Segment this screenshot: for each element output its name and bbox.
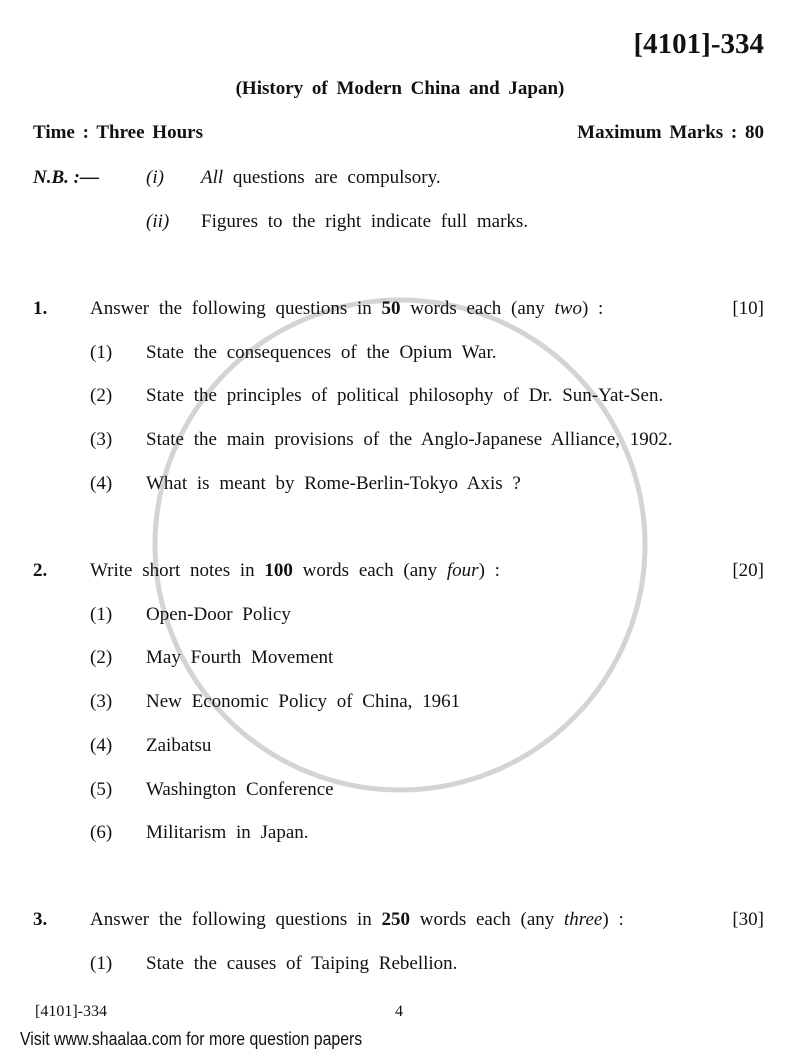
subject-title: (History of Modern China and Japan) — [235, 78, 565, 99]
item-number: (5) — [90, 779, 113, 800]
item-text: New Economic Policy of China, 1961 — [146, 691, 461, 712]
item-text: Washington Conference — [146, 779, 334, 800]
question-word-count: 250 — [381, 909, 411, 930]
paper-code: [4101]-334 — [633, 28, 764, 60]
nb-label: N.B. :— — [33, 167, 99, 188]
item-text: Zaibatsu — [146, 735, 212, 756]
item-text: Militarism in Japan. — [146, 822, 309, 843]
item-text: State the causes of Taiping Rebellion. — [146, 953, 458, 974]
question-marks: [20] — [732, 560, 764, 581]
question-post: ) : — [581, 298, 604, 319]
question-text — [90, 561, 500, 580]
question-pre: Answer the following questions in — [90, 909, 372, 930]
question-text — [90, 299, 603, 318]
item-number: (2) — [90, 647, 113, 668]
nb-note-text: questions are compulsory. — [232, 167, 441, 188]
item-number: (3) — [90, 691, 113, 712]
max-marks: Maximum Marks : 80 — [577, 122, 764, 143]
question-pre: Write short notes in — [90, 560, 255, 581]
question-post: ) : — [602, 909, 624, 930]
nb-note-emphasis: All — [201, 167, 224, 188]
question-number: 2. — [33, 560, 48, 581]
item-number: (1) — [90, 604, 113, 625]
question-any: four — [446, 560, 479, 581]
question-marks: [30] — [732, 909, 764, 930]
watermark-circle — [155, 300, 645, 790]
question-number: 3. — [33, 909, 48, 930]
footer-link[interactable]: Visit www.shaalaa.com for more question papers — [20, 1029, 363, 1049]
item-text: What is meant by Rome-Berlin-Tokyo Axis ? — [146, 473, 521, 494]
question-any: three — [564, 909, 603, 930]
question-word-count: 50 — [381, 298, 401, 319]
question-post: ) : — [478, 560, 500, 581]
item-text: State the principles of political philosophy of Dr. Sun-Yat-Sen. — [146, 385, 664, 406]
item-number: (4) — [90, 473, 113, 494]
footer-code: [4101]-334 — [35, 1003, 107, 1020]
item-number: (1) — [90, 342, 113, 363]
nb-note: Figures to the right indicate full marks. — [201, 211, 529, 232]
page-number: 4 — [395, 1003, 403, 1020]
nb-num: (ii) — [146, 211, 170, 232]
item-text: May Fourth Movement — [146, 647, 334, 668]
nb-note — [201, 168, 441, 187]
question-mid: words each (any — [302, 560, 438, 581]
item-number: (6) — [90, 822, 113, 843]
item-number: (4) — [90, 735, 113, 756]
question-number: 1. — [33, 298, 48, 319]
question-word-count: 100 — [264, 560, 293, 581]
item-number: (2) — [90, 385, 113, 406]
item-text: Open-Door Policy — [146, 604, 291, 625]
item-text: State the consequences of the Opium War. — [146, 342, 497, 363]
item-number: (1) — [90, 953, 113, 974]
question-marks: [10] — [732, 298, 764, 319]
item-text: State the main provisions of the Anglo-Japanese Alliance, 1902. — [146, 429, 673, 450]
question-any: two — [554, 298, 582, 319]
question-pre: Answer the following questions in — [90, 298, 372, 319]
time-label: Time : Three Hours — [33, 122, 203, 143]
question-mid: words each (any — [419, 909, 555, 930]
nb-num: (i) — [146, 167, 164, 188]
question-mid: words each (any — [410, 298, 545, 319]
item-number: (3) — [90, 429, 113, 450]
question-text — [90, 910, 624, 929]
